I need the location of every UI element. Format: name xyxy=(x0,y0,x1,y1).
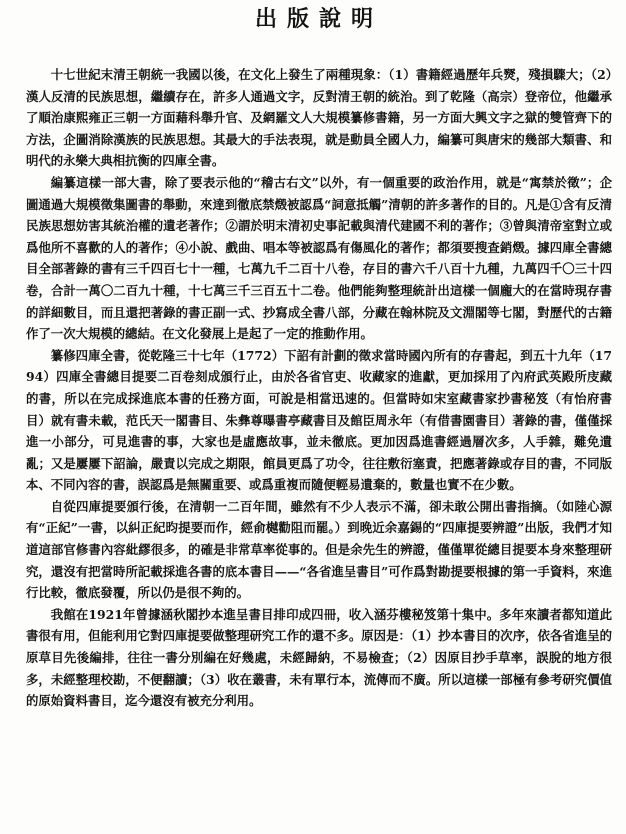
paragraph-1: 十七世紀末清王朝統一我國以後，在文化上發生了兩種現象：（1）書籍經過歷年兵燹，殘損驟大；（2）漢人反清的民族思想，繼續存在，許多人通過文字，反對清王朝的統治。到了乾隆（高宗）登帝位，他繼承了順治康熙雍正三朝一方面藉科舉升官、及網羅文人大規模纂修書籍，另一方面大興文字之獄的雙管齊下的方法，企圖消除漢族的民族思想。其最大的手法表現，就是動員全國人力，編纂可與唐宋的幾部大類書、和明代的永樂大典相抗衡的四庫全書。 xyxy=(26,67,612,169)
paragraph-5: 我館在1921年曾據涵秋閣抄本進呈書目排印成四冊，收入涵芬樓秘笈第十集中。多年來讀者都知道此書很有用，但能利用它對四庫提要做整理研究工作的還不多。原因是：（1）抄本書目的次序，依各省進呈的原草目先後編排，往往一書分別編在好幾處，未經歸納，不易檢查；（2）因原目抄手草率，誤脫的地方很多，未經整理校勘，不便翻讀；（3）收在叢書，未有單行本，流傳而不廣。所以這樣一部極有參考研究價值的原始資料書目，迄今還沒有被充分利用。 xyxy=(26,606,612,709)
paragraph-3: 纂修四庫全書，從乾隆三十七年（1772）下詔有計劃的徵求當時國內所有的存書起，到五十九年（1794）四庫全書總目提要二百卷刻成頒行止，由於各省官吏、收藏家的進獻，更加採用了內府武英殿所庋藏的書，所以在完成採進底本書的任務方面，可說是相當迅速的。但當時如宋室藏書家抄書秘笈（有怡府書目）就有書未載，范氏天一閣書目、朱彝尊曝書亭藏書目及館臣周永年（有借書園書目）著錄的書，僅僅採進一小部分，可見進書的事，大家也是虛應故事，並未徹底。更加因爲進書經過層次多，人手雜，難免遺亂；又是屢屢下詔論，嚴責以完成之期限，館員更爲了功令，往往敷衍塞責，把應著錄或存目的書，不同版本、不同內容的書，誤認爲是無關重要、或爲重複而隨便輕易遺棄的，數量也實不在少數。 xyxy=(26,347,612,493)
document-title: 出版說明 xyxy=(254,6,383,32)
paragraph-4: 自從四庫提要頒行後，在清朝一二百年間，雖然有不少人表示不滿，卻未敢公開出書指摘。（如陸心源有“正紀”一書，以糾正紀昀提要而作，經俞樾勸阻而罷。）到晚近余嘉錫的“四庫提要辨證”出版，我們才知道這部官修書內容紕繆很多，的確是非常草率從事的。但是余先生的辨證，僅僅單從總目提要本身來整理研究，還沒有把當時所記載採進各書的底本書目——“各省進呈書目”可作爲對勘提要根據的第一手資料，來進行比較，徹底發覆，所以仍是很不夠的。 xyxy=(26,498,612,601)
paragraph-2: 編纂這樣一部大書，除了要表示他的“稽古右文”以外，有一個重要的政治作用，就是“寓禁於徵”；企圖通過大規模徵集圖書的舉動，來達到徹底禁燬被認爲“詞意抵觸”清朝的許多著作的目的。凡是①含有反清民族思想妨害其統治權的遺老著作；②謂於明末清初史事記載與清代建國不利的著作；③曾與清帝室對立或爲他所不喜歡的人的著作；④小說、戲曲、唱本等被認爲有傷風化的著作；都須要搜查銷燬。據四庫全書總目全部著錄的書有三千四百七十一種，七萬九千二百十八卷，存目的書六千八百十九種，九萬四千〇三十四卷，合計一萬〇二百九十種，十七萬三千三百五十二卷。他們能夠整理統計出這樣一個龐大的在當時現存書的詳細數目，而且還把著錄的書正副一式、抄寫成全書八部，分藏在翰林院及文淵閣等七閣，對歷代的古籍作了一次大規模的總結。在文化發展上是起了一定的推動作用。 xyxy=(26,174,612,342)
